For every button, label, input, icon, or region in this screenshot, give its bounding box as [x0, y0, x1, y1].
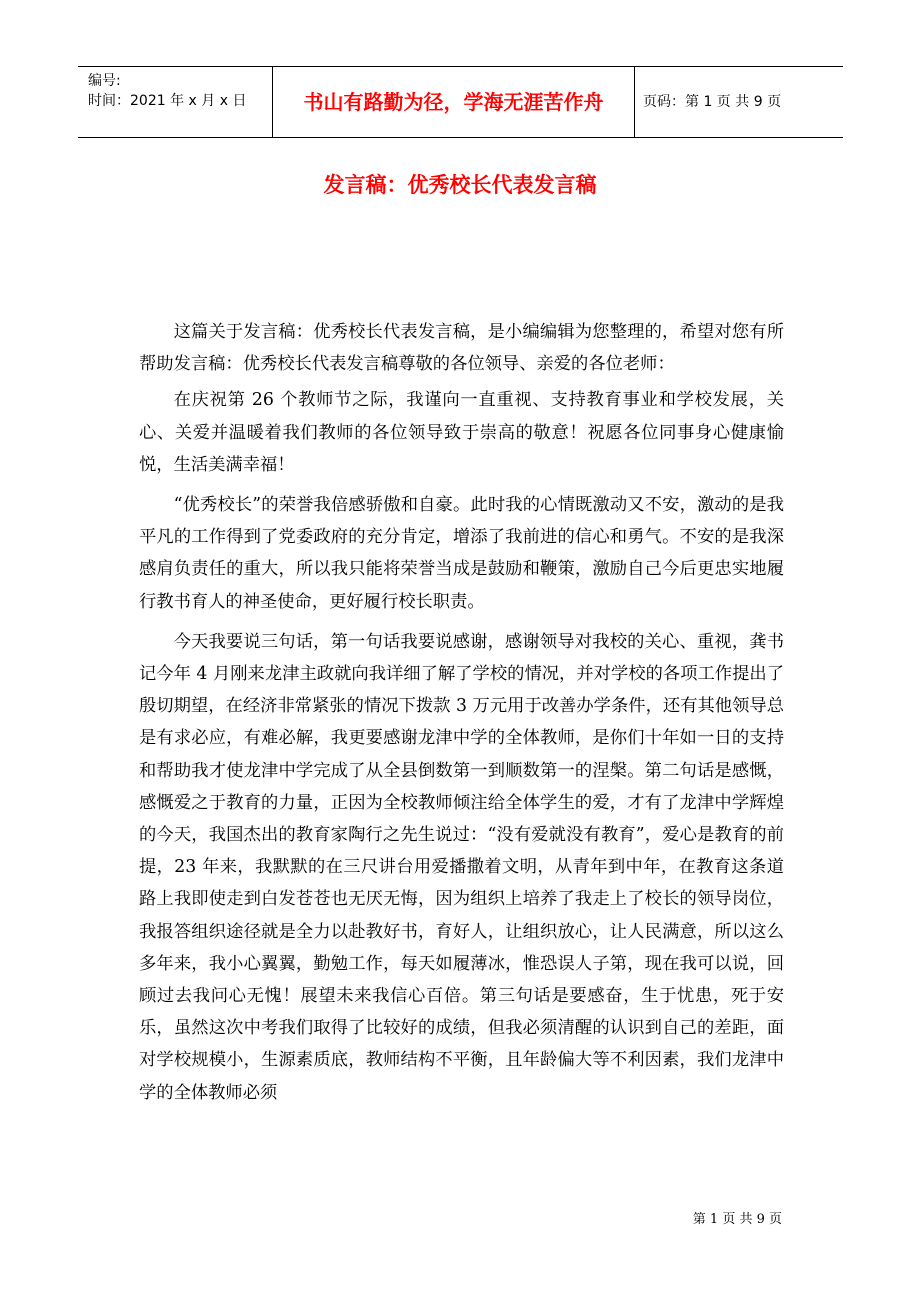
header-meta-cell: [78, 67, 273, 137]
paragraph: 在庆祝第 26 个教师节之际，我谨向一直重视、支持教育事业和学校发展，关心、关爱并温暖着我们教师的各位领导致于崇高的敬意！祝愿各位同事身心健康愉悦，生活美满幸福！: [139, 390, 784, 475]
number-label: 编号:: [88, 73, 121, 89]
time-label: 时间：2021 年 x 月 x 日: [88, 93, 247, 109]
paragraph: 今天我要说三句话，第一句话我要说感谢，感谢领导对我校的关心、重视，龚书记今年 4 月刚来龙津主政就向我详细了解了学校的情况，并对学校的各项工作提出了殷切期望，在经济非常紧张的情况下拨款 3 万元用于改善办学条件，还有其他领导总是有求必应，有难必解，我更要感谢龙津中学的全体教师，是你们十年如一日的支持和帮助我才使龙津中学完成了从全县倒数第一到顺数第一的涅槃。第二句话是感慨，感慨爱之于教育的力量，正因为全校教师倾注给全体学生的爱，才有了龙津中学辉煌的今天，我国杰出的教育家陶行之先生说过：“没有爱就没有教育”，爱心是教育的前提，23 年来，我默默的在三尺讲台用爱播撒着文明，从青年到中年，在教育这条道路上我即使走到白发苍苍也无厌无悔，因为组织上培养了我走上了校长的领导岗位，我报答组织途径就是全力以赴教好书，育好人，让组织放心，让人民满意，所以这么多年来，我小心翼翼，勤勉工作，每天如履薄冰，惟恐误人子第，现在我可以说，回顾过去我问心无愧！展望未来我信心百倍。第三句话是要感奋，生于忧患，死于安乐，虽然这次中考我们取得了比较好的成绩，但我必须清醒的认识到自己的差距，面对学校规模小，生源素质底，教师结构不平衡，且年龄偏大等不利因素，我们龙津中学的全体教师必须: [139, 631, 784, 1103]
page-header: [78, 66, 843, 138]
page-footer: 第 1 页 共 9 页: [692, 1212, 782, 1227]
document-title: 发言稿：优秀校长代表发言稿: [323, 173, 597, 197]
paragraph: 这篇关于发言稿：优秀校长代表发言稿，是小编编辑为您整理的，希望对您有所帮助发言稿：优秀校长代表发言稿尊敬的各位领导、亲爱的各位老师：: [139, 322, 784, 375]
paragraph: “优秀校长”的荣誉我倍感骄傲和自豪。此时我的心情既激动又不安，激动的是我平凡的工作得到了党委政府的充分肯定，增添了我前进的信心和勇气。不安的是我深感肩负责任的重大，所以我只能将荣誉当成是鼓励和鞭策，激励自己今后更忠实地履行教书育人的神圣使命，更好履行校长职责。: [139, 495, 784, 612]
document-body: [139, 316, 784, 1109]
header-page-cell: [635, 67, 843, 137]
page-code: 页码：第 1 页 共 9 页: [643, 94, 782, 110]
header-motto: 书山有路勤为径，学海无涯苦作舟: [273, 67, 635, 137]
